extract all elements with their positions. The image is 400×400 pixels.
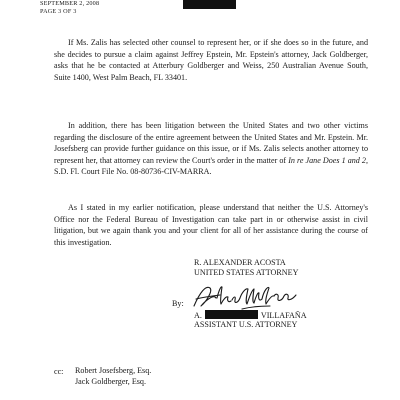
redaction-box-header	[183, 0, 236, 9]
signer-surname: VILLAFAÑA	[260, 311, 307, 320]
case-name: In re Jane Does 1 and 2	[288, 155, 366, 165]
by-label: By:	[172, 299, 184, 308]
paragraph-litigation	[54, 120, 368, 178]
paragraph-text: In addition, there has been litigation between the United States and two other victims regarding the disclosure of the entire agreement between the United States and Mr. Epstein. Mr. Josefsberg can provide further guidance on this issue, or if Ms. Zalis selects another attorney to represent her, that attorney can review the Court's order in the matter of	[54, 121, 368, 165]
signer-initial: A.	[194, 311, 202, 320]
paragraph-counsel-contact	[54, 37, 368, 83]
attorney-title: UNITED STATES ATTORNEY	[194, 268, 299, 277]
attorney-name: R. ALEXANDER ACOSTA	[194, 258, 286, 267]
redaction-box-signer	[205, 310, 258, 319]
header-page-number: PAGE 3 OF 3	[40, 8, 77, 15]
paragraph-text: , S.D. Fl. Court File No. 08-80736-CIV-MARRA.	[54, 155, 368, 177]
cc-label: cc:	[54, 367, 64, 376]
paragraph-text: If Ms. Zalis has selected other counsel to represent her, or if she does so in the future, and she decides to pursue a claim against Jeffrey Epstein, Mr. Epstein's attorney, Jack Goldberger, asks that he be contacted at Atterbury Goldberger and Weiss, 250 Australian Avenue South, Suite 1400, West Palm Beach, FL 33401.	[54, 38, 368, 82]
assistant-attorney-name	[194, 310, 307, 321]
paragraph-closing	[54, 202, 368, 248]
assistant-attorney-title: ASSISTANT U.S. ATTORNEY	[194, 320, 298, 329]
paragraph-text: As I stated in my earlier notification, please understand that neither the U.S. Attorney's Office nor the Federal Bureau of Investigation can take part in or otherwise assist in civil litigation, but we again thank you and your client for all of her assistance during the course of this investigation.	[54, 203, 368, 247]
cc-recipient: Jack Goldberger, Esq.	[75, 377, 147, 386]
cc-recipient: Robert Josefsberg, Esq.	[75, 366, 152, 375]
header-date: SEPTEMBER 2, 2008	[40, 0, 100, 7]
